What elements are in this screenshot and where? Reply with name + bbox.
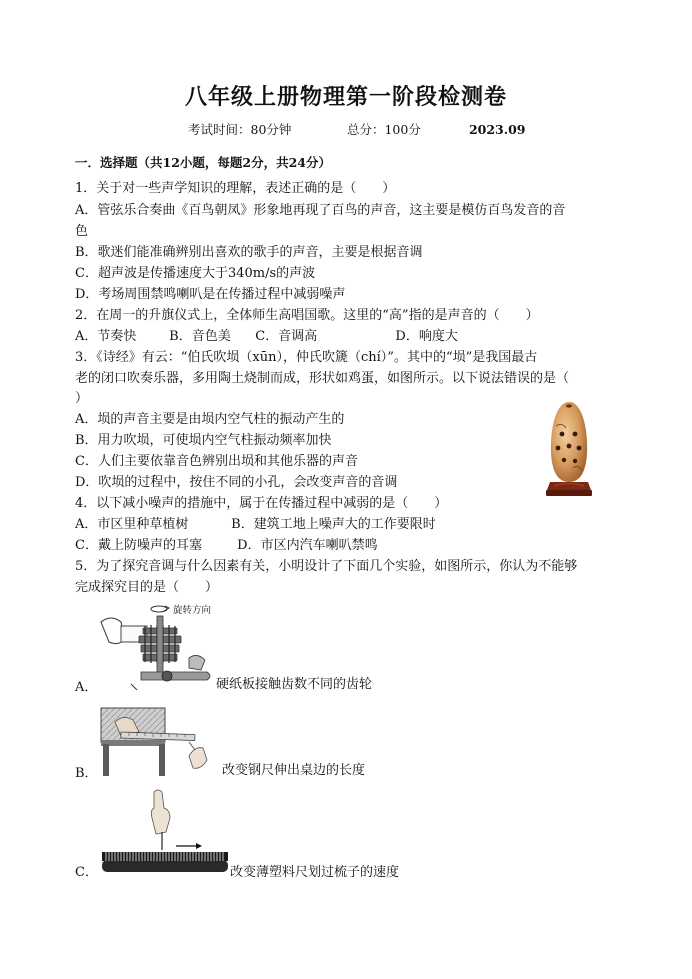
gear-experiment-image — [97, 600, 215, 692]
q5-stem-1: 5．为了探究音调与什么因素有关，小明设计了下面几个实验，如图所示，你认为不能够 — [75, 559, 578, 574]
q2-option-a: A．节奏快 — [75, 329, 137, 344]
q2-option-b: B．音色美 — [169, 329, 231, 344]
q4-option-a: A．市区里种草植树 — [75, 517, 189, 532]
q1-option-d: D．考场周围禁鸣喇叭是在传播过程中减弱噪声 — [75, 287, 346, 302]
q5-option-a-caption: 硬纸板接触齿数不同的齿轮 — [216, 677, 373, 692]
q2-option-d: D．响度大 — [395, 329, 458, 344]
exam-score: 总分：100分 — [346, 122, 421, 137]
q4-stem: 4．以下减小噪声的措施中，属于在传播过程中减弱的是（ ） — [75, 496, 448, 511]
q2-options — [75, 328, 458, 346]
q5-option-b-label: B． — [75, 766, 98, 781]
q2-option-c: C．音调高 — [255, 329, 318, 344]
q5-option-c-label: C． — [75, 865, 98, 880]
q3-stem-2: 老的闭口吹奏乐器，多用陶土烧制而成，形状如鸡蛋，如图所示。以下说法错误的是（ — [75, 371, 570, 386]
page-title: 八年级上册物理第一阶段检测卷 — [184, 85, 507, 110]
q1-stem: 1．关于对一些声学知识的理解，表述正确的是（ ） — [75, 181, 396, 196]
rotation-direction-label: 旋转方向 — [173, 605, 212, 616]
q4-options-row2 — [75, 537, 378, 555]
q3-stem-1: 3．《诗经》有云：“伯氏吹埙（xūn），仲氏吹篪（chí）”。其中的“埙”是我国最古 — [75, 350, 538, 365]
q1-option-a: A．管弦乐合奏曲《百鸟朝凤》形象地再现了百鸟的声音，这主要是模仿百鸟发音的音 — [75, 203, 566, 218]
q4-option-b: B．建筑工地上噪声大的工作要限时 — [231, 517, 436, 532]
q3-option-a: A．埙的声音主要是由埙内空气柱的振动产生的 — [75, 412, 345, 427]
xun-instrument-image — [544, 398, 594, 498]
q2-stem: 2．在周一的升旗仪式上，全体师生高唱国歌。这里的“高”指的是声音的（ ） — [75, 308, 539, 323]
q4-option-c: C．戴上防噪声的耳塞 — [75, 538, 202, 553]
q3-stem-3: ） — [75, 391, 89, 406]
exam-meta — [188, 120, 526, 138]
q5-option-c-caption: 改变薄塑料尺划过梳子的速度 — [230, 865, 400, 880]
q5-stem-2: 完成探究目的是（ ） — [75, 580, 219, 595]
q3-option-b: B．用力吹埙，可使埙内空气柱振动频率加快 — [75, 433, 332, 448]
ruler-desk-image — [99, 706, 219, 778]
exam-time: 考试时间：80分钟 — [188, 122, 292, 137]
comb-experiment-image — [100, 788, 230, 876]
q5-option-a-label: A． — [75, 680, 98, 695]
q5-option-b-caption: 改变钢尺伸出桌边的长度 — [222, 763, 366, 778]
q1-option-c: C．超声波是传播速度大于340m/s的声波 — [75, 266, 316, 281]
q4-option-d: D．市区内汽车喇叭禁鸣 — [237, 538, 378, 553]
q3-option-d: D．吹埙的过程中，按住不同的小孔，会改变声音的音调 — [75, 475, 398, 490]
q1-option-b: B．歌迷们能准确辨别出喜欢的歌手的声音，主要是根据音调 — [75, 245, 423, 260]
section-heading: 一．选择题（共12小题，每题2分，共24分） — [75, 155, 331, 170]
q1-option-a-cont: 色 — [75, 224, 89, 239]
q4-options-row1 — [75, 516, 436, 534]
q3-option-c: C．人们主要依靠音色辨别出埙和其他乐器的声音 — [75, 454, 358, 469]
exam-date: 2023.09 — [468, 122, 526, 137]
